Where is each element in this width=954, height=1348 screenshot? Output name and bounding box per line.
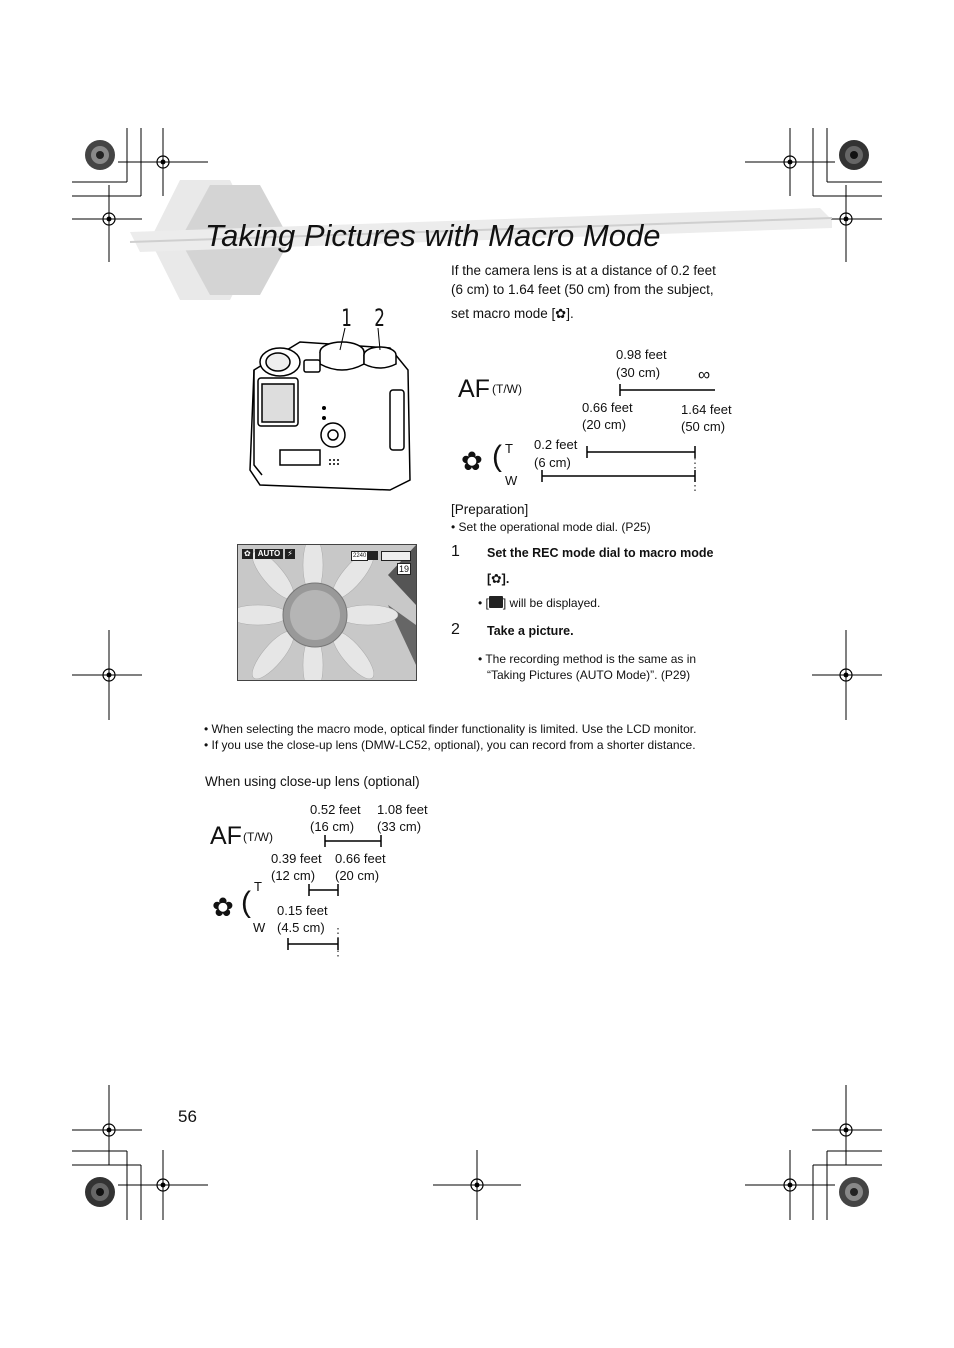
lcd-resolution: 2240	[353, 553, 367, 559]
closeup-range-lines	[280, 830, 400, 960]
preparation-heading: [Preparation]	[451, 502, 529, 517]
af-tw-label: (T/W)	[492, 382, 522, 396]
label-098-feet: 0.98 feet	[616, 347, 667, 362]
step-1-title-post: ].	[501, 572, 510, 586]
lcd-macro-icon: ✿	[244, 549, 251, 558]
closeup-label-4-5-cm: (4.5 cm)	[277, 920, 325, 935]
note-2: • If you use the close-up lens (DMW-LC52, optional), you can record from a shorter distance.	[204, 738, 696, 752]
closeup-t-label: T	[254, 879, 262, 894]
note-1-text: When selecting the macro mode, optical finder functionality is limited. Use the LCD monitor.	[211, 722, 697, 736]
preparation-bullet: • Set the operational mode dial. (P25)	[451, 520, 651, 534]
closeup-label-33-cm: (33 cm)	[377, 819, 422, 834]
step-1-title-pre: [	[487, 572, 492, 586]
lcd-preview	[237, 544, 417, 681]
macro-bracket: (	[492, 440, 502, 473]
camera-illustration	[240, 300, 420, 495]
label-02-feet: 0.2 feet	[534, 437, 578, 452]
infinity-symbol: ∞	[698, 365, 711, 384]
label-6-cm: (6 cm)	[534, 455, 571, 470]
label-30-cm: (30 cm)	[616, 365, 661, 380]
macro-t-label: T	[505, 441, 513, 456]
closeup-macro-bracket: (	[241, 886, 251, 919]
macro-display-icon	[489, 596, 503, 608]
closeup-af-label: AF	[210, 822, 242, 850]
closeup-macro-symbol: ✿	[212, 892, 234, 922]
closeup-label-108-feet: 1.08 feet	[377, 802, 428, 817]
note-2-text: If you use the close-up lens (DMW-LC52, optional), you can record from a shorter distance.	[211, 738, 696, 752]
camera-callout-1: 1	[341, 304, 352, 332]
macro-symbol: ✿	[461, 446, 483, 476]
step-1-bullet: • [ ] will be displayed.	[478, 596, 601, 610]
preparation-bullet-text: Set the operational mode dial. (P25)	[458, 520, 651, 534]
step-2-bullet-1-text: The recording method is the same as in	[485, 652, 697, 666]
closeup-label-16-cm: (16 cm)	[310, 819, 355, 834]
intro-line-1: If the camera lens is at a distance of 0.2 feet	[451, 263, 716, 278]
step-1-number: 1	[451, 543, 460, 560]
lcd-quality-icon	[368, 551, 378, 560]
closeup-label-20-cm: (20 cm)	[335, 868, 380, 883]
step-2-bullet-2: “Taking Pictures (AUTO Mode)”. (P29)	[487, 668, 691, 682]
intro-line-3-pre: set macro mode [	[451, 306, 556, 321]
step-1-title: Set the REC mode dial to macro mode	[487, 546, 714, 560]
lcd-battery-icon	[381, 551, 411, 561]
closeup-label-066-feet: 0.66 feet	[335, 851, 386, 866]
closeup-label-039-feet: 0.39 feet	[271, 851, 322, 866]
intro-line-3-post: ].	[566, 306, 574, 321]
macro-icon: ✿	[555, 306, 567, 321]
closeup-w-label: W	[253, 920, 266, 935]
closeup-heading: When using close-up lens (optional)	[205, 774, 420, 789]
step-2-bullet-1: • The recording method is the same as in	[478, 652, 697, 666]
closeup-label-12-cm: (12 cm)	[271, 868, 316, 883]
page-title: Taking Pictures with Macro Mode	[205, 218, 661, 253]
label-20-cm: (20 cm)	[582, 417, 627, 432]
sunflower-image	[238, 545, 416, 680]
page-number: 56	[178, 1107, 197, 1126]
label-50-cm: (50 cm)	[681, 419, 726, 434]
label-066-feet: 0.66 feet	[582, 400, 633, 415]
lcd-auto-label: AUTO	[255, 549, 284, 559]
note-1: • When selecting the macro mode, optical finder functionality is limited. Use the LCD monitor.	[204, 722, 697, 736]
lcd-frame-count: 19	[399, 564, 410, 574]
closeup-label-052-feet: 0.52 feet	[310, 802, 361, 817]
camera-callout-2: 2	[374, 304, 385, 332]
step-2-title: Take a picture.	[487, 624, 574, 638]
af-label: AF	[458, 375, 490, 403]
macro-w-label: W	[505, 473, 518, 488]
step-1-bullet-post: ] will be displayed.	[502, 596, 601, 610]
step-1-macro-icon: ✿	[491, 572, 502, 586]
lcd-status-bar	[242, 549, 295, 559]
intro-line-2: (6 cm) to 1.64 feet (50 cm) from the subject,	[451, 282, 714, 297]
label-164-feet: 1.64 feet	[681, 402, 732, 417]
step-2-number: 2	[451, 621, 460, 638]
closeup-tw-label: (T/W)	[243, 830, 273, 844]
step-1-bullet-pre: [	[485, 596, 489, 610]
intro-line-3	[451, 304, 574, 323]
lcd-flash-icon: ⚡	[287, 549, 293, 558]
focus-range-lines	[530, 380, 730, 495]
closeup-label-015-feet: 0.15 feet	[277, 903, 328, 918]
step-1-title-line-2	[487, 571, 509, 586]
